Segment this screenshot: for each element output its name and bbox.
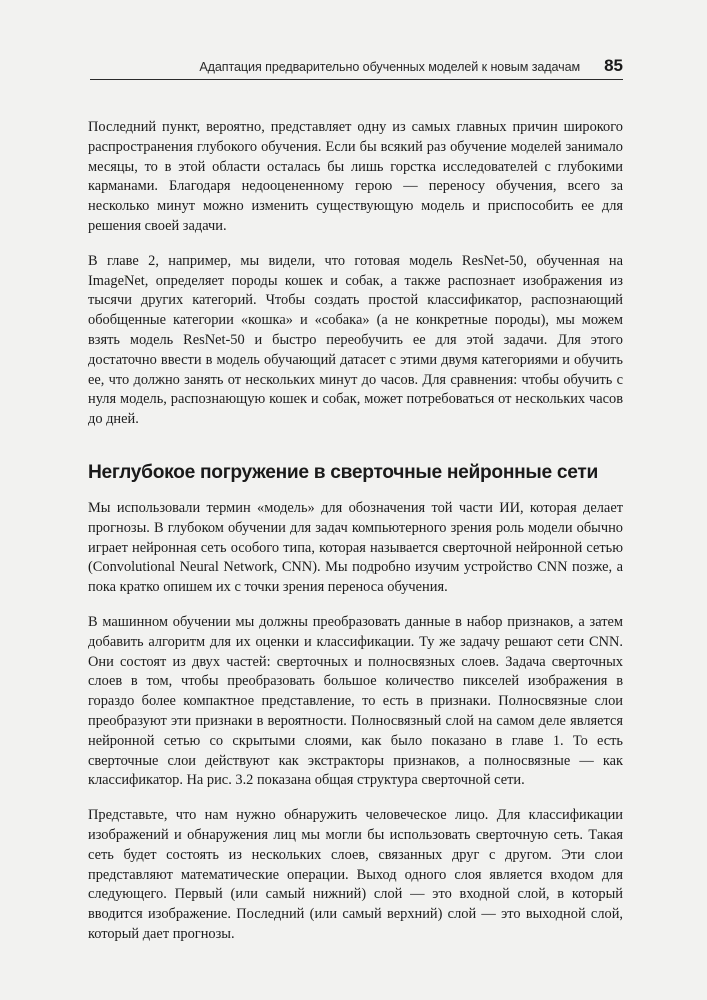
running-header-title: Адаптация предварительно обученных моделей к новым задачам: [199, 60, 581, 74]
paragraph: Мы использовали термин «модель» для обозначения той части ИИ, которая делает прогнозы. В глубоком обучении для задач компьютерного зрения роль модели обычно играет нейронная сеть особого типа, которая называется сверточной нейронной сетью (Convolutional Neural Network, CNN). Мы подробно изучим устройство CNN позже, а пока кратко опишем их с точки зрения переноса обучения.: [88, 499, 623, 596]
paragraph: Последний пункт, вероятно, представляет одну из самых главных причин широкого распространения глубокого обучения. Если бы всякий раз обучение моделей занимало месяцы, то в этой области осталась бы лишь горстка исследователей с глубокими карманами. Благодаря недооцененному герою — переносу обучения, всего за несколько минут можно изменить существующую модель и приспособить ее для решения своей задачи.: [88, 119, 623, 234]
paragraph: В главе 2, например, мы видели, что готовая модель ResNet-50, обученная на ImageNet, определяет породы кошек и собак, а также распознает изображения из тысячи других категорий. Чтобы создать простой классификатор, распознающий обобщенные категории «кошка» и «собака» (а не конкретные породы), мы можем взять модель ResNet-50 и быстро переобучить ее для этой задачи. Для этого достаточно ввести в модель обучающий датасет с этими двумя категориями и обучить ее, что должно занять от нескольких минут до часов. Для сравнения: чтобы обучить с нуля модель, распознающую кошек и собак, может потребоваться от нескольких часов до дней.: [88, 252, 623, 428]
paragraph: Представьте, что нам нужно обнаружить человеческое лицо. Для классификации изображений и обнаружения лиц мы могли бы использовать сверточную сеть. Такая сеть будет состоять из нескольких слоев, связанных друг с другом. Эти слои представляют математические операции. Выход одного слоя является входом для следующего. Первый (или самый нижний) слой — это входной слой, в который вводится изображение. Последний (или самый верхний) слой — это выходной слой, который дает прогнозы.: [88, 807, 623, 942]
section-heading: Неглубокое погружение в сверточные нейронные сети: [88, 461, 599, 483]
header-rule: [90, 79, 623, 80]
page-number: 85: [604, 56, 623, 75]
paragraph: В машинном обучении мы должны преобразовать данные в набор признаков, а затем добавить алгоритм для их оценки и классификации. Ту же задачу решают сети CNN. Они состоят из двух частей: сверточных и полносвязных слоев. Задача сверточных слоев в том, чтобы преобразовать большое количество пикселей изображения в гораздо более компактное представление, то есть в признаки. Полносвязные слои преобразуют эти признаки в вероятности. Полносвязный слой на самом деле является нейронной сетью со скрытыми слоями, как было показано в главе 1. То есть сверточные слои действуют как экстракторы признаков, а полносвязные — как классификатор. На рис. 3.2 показана общая структура сверточной сети.: [88, 613, 623, 789]
running-header: [88, 56, 623, 78]
body-text: [88, 118, 623, 960]
